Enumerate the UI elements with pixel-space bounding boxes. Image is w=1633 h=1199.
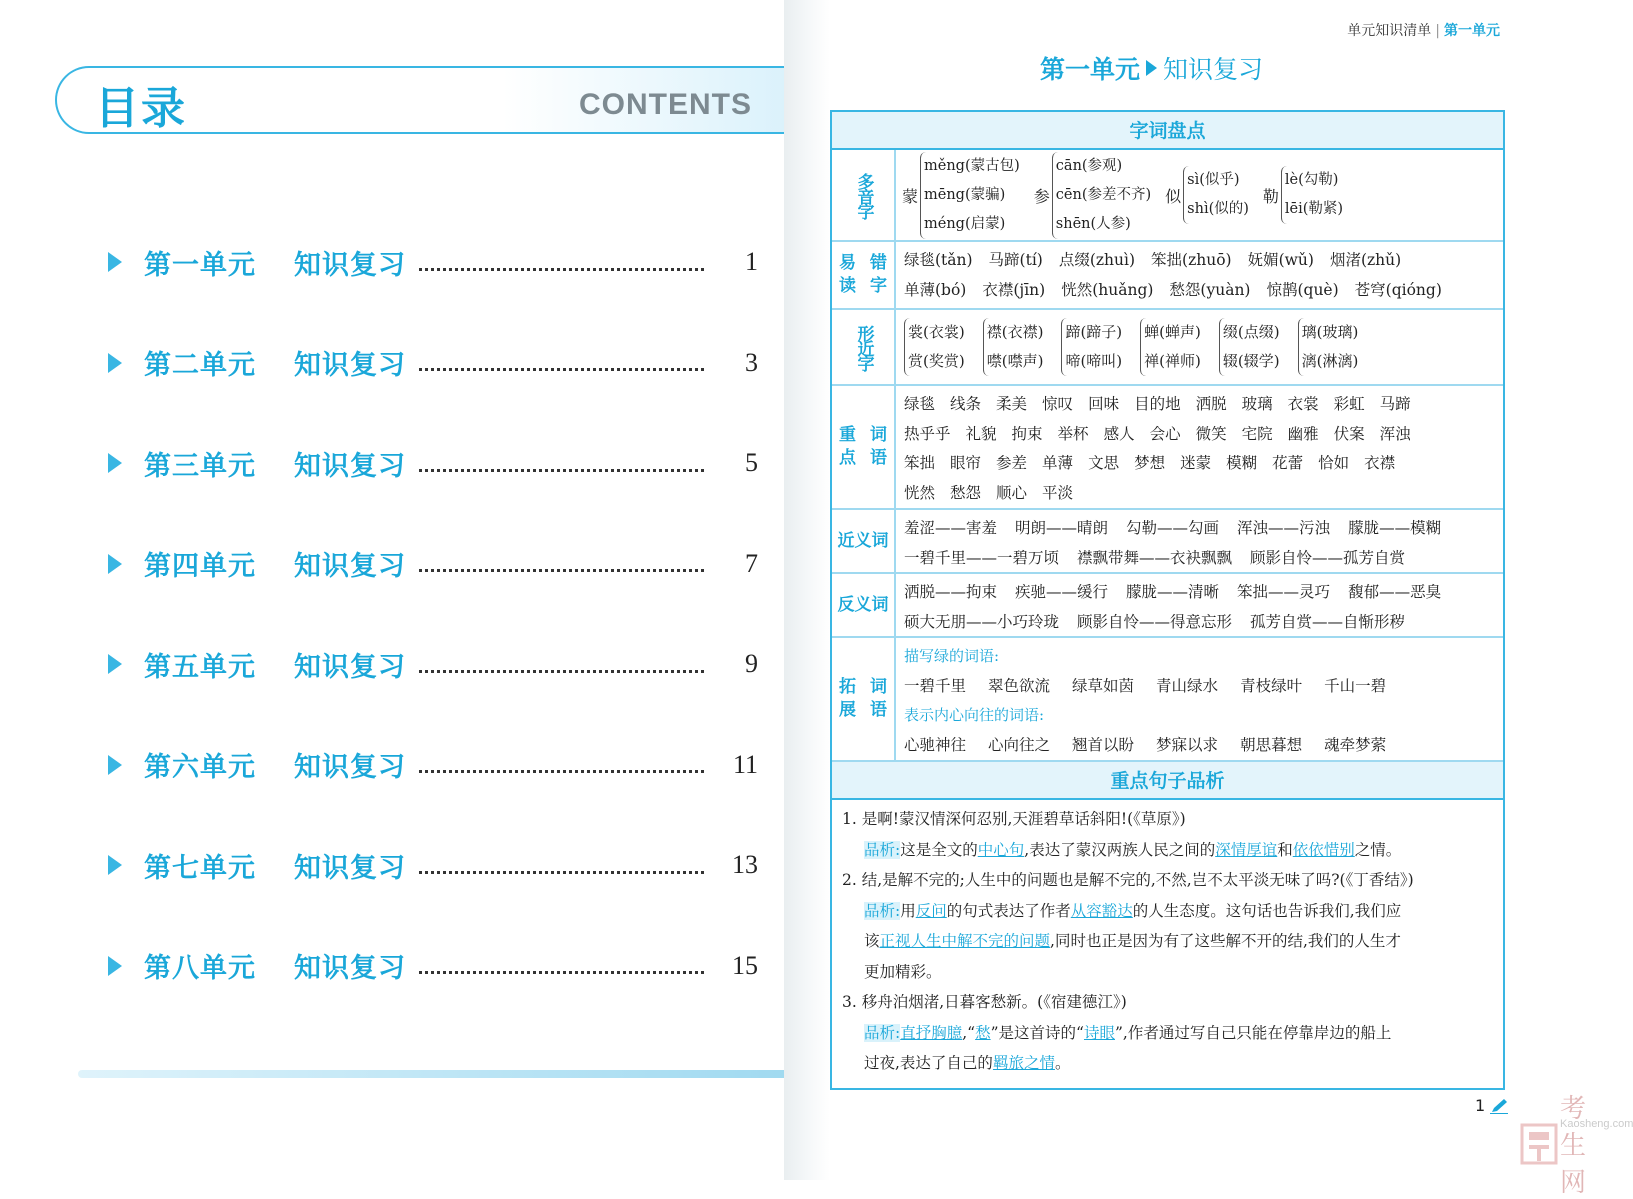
zhongdian-word: 玻璃 <box>1241 395 1273 413</box>
analysis-line <box>842 926 1495 957</box>
keyword: 中心句 <box>977 840 1025 859</box>
word-line <box>904 449 1495 479</box>
word-line <box>904 420 1495 450</box>
row-xingjin <box>832 310 1503 386</box>
yidu-word: 妩媚(wǔ) <box>1247 251 1314 269</box>
jinyi-pair: 朦胧——模糊 <box>1348 519 1442 537</box>
duoyin-readings <box>1183 166 1249 224</box>
duoyin-reading: lēi(勒紧) <box>1284 201 1344 217</box>
duoyin-group <box>1034 152 1151 239</box>
zhongdian-word: 笨拙 <box>904 454 936 472</box>
jinyi-content <box>896 510 1503 572</box>
label-tuozhan <box>832 638 896 760</box>
analysis-text: 的句式表达了作者 <box>946 901 1071 920</box>
zhongdian-word: 热乎乎 <box>904 424 951 443</box>
toc-name: 知识复习 <box>294 953 406 984</box>
zhongdian-word: 迷蒙 <box>1180 454 1212 472</box>
xingjin-word: 蹄(蹄子) <box>1065 323 1123 341</box>
fanyi-content <box>896 574 1503 636</box>
label-fanyi: 反义词 <box>832 574 896 636</box>
duoyin-reading: méng(启蒙) <box>924 215 1006 232</box>
analysis-text: ,“ <box>962 1023 976 1042</box>
watermark-logo-icon <box>1520 1123 1558 1165</box>
toc-title: 目录 <box>95 83 187 134</box>
toc-dot-leader <box>419 770 704 773</box>
triangle-icon <box>108 755 122 775</box>
toc-page <box>0 0 800 1180</box>
toc-name: 知识复习 <box>294 350 406 381</box>
yidu-word: 点缀(zhuì) <box>1058 251 1136 269</box>
yidu-word: 苍穹(qióng) <box>1354 280 1442 299</box>
keyword: 直抒胸臆 <box>900 1023 963 1042</box>
yidu-word: 单薄(bó) <box>904 280 967 299</box>
xingjin-word: 禅(禅师) <box>1144 352 1201 370</box>
zhongdian-word: 恰如 <box>1318 454 1350 472</box>
analysis-line <box>842 1018 1495 1049</box>
zhongdian-word: 宅院 <box>1241 424 1273 443</box>
toc-page-number: 5 <box>745 448 758 477</box>
xingjin-word: 赏(奖赏) <box>908 352 965 370</box>
xingjin-word: 漓(淋漓) <box>1301 352 1359 370</box>
toc-item[interactable] <box>108 343 758 383</box>
zhongdian-word: 参差 <box>996 454 1028 472</box>
zhongdian-word: 惊叹 <box>1042 395 1074 413</box>
yidu-word: 愁怨(yuàn) <box>1169 280 1251 299</box>
toc-dot-leader <box>419 569 704 572</box>
label-xingjin: 形近字 <box>832 310 896 384</box>
toc-page-number: 15 <box>732 950 758 980</box>
zhongdian-word: 目的地 <box>1134 395 1181 413</box>
yidu-word: 笨拙(zhuō) <box>1151 251 1232 269</box>
label-tuozhan-1: 拓展 <box>839 677 856 720</box>
toc-page-number: 9 <box>745 649 758 678</box>
keyword: 羁旅之情 <box>992 1054 1055 1072</box>
duoyin-reading: měng(蒙古包) <box>924 157 1020 174</box>
toc-item[interactable] <box>108 443 758 483</box>
toc-item[interactable] <box>108 644 758 684</box>
zhongdian-word: 梦想 <box>1134 454 1166 472</box>
toc-dot-leader <box>419 368 704 371</box>
yidu-word: 惊鹊(què) <box>1266 280 1339 299</box>
toc-item[interactable] <box>108 745 758 785</box>
jinyi-pair: 顾影自怜——孤芳自赏 <box>1250 548 1406 567</box>
word-line <box>904 276 1495 306</box>
fanyi-pair: 笨拙——灵巧 <box>1237 583 1331 601</box>
xingjin-word: 啼(啼叫) <box>1065 352 1123 370</box>
duoyin-content <box>896 150 1503 240</box>
sentence-text: 移舟泊烟渚,日暮客愁新。(《宿建德江》) <box>861 993 1127 1011</box>
keyword: 诗眼 <box>1083 1023 1115 1042</box>
xingjin-word: 襟(衣襟) <box>986 323 1044 341</box>
duoyin-reading: lè(勾勒) <box>1284 172 1339 188</box>
zhongdian-word: 花蕾 <box>1272 454 1304 472</box>
sentence-number: 3. <box>842 993 862 1011</box>
label-zhongdian-1: 重点 <box>839 425 856 468</box>
yidu-word: 烟渚(zhǔ) <box>1329 251 1402 269</box>
analysis-text: 和 <box>1277 840 1293 859</box>
tuozhan-word: 翘首以盼 <box>1072 735 1135 754</box>
analysis-text: 。 <box>1054 1054 1071 1072</box>
duoyin-char: 参 <box>1033 186 1050 206</box>
word-line <box>904 608 1495 638</box>
duoyin-reading: cēn(参差不齐) <box>1055 186 1152 203</box>
analysis-text: 过夜,表达了自己的 <box>864 1054 993 1072</box>
toc-dot-leader <box>419 971 704 974</box>
analysis-line <box>842 896 1495 927</box>
tuozhan-sub-2: 表示内心向往的词语: <box>904 706 1045 724</box>
zhongdian-word: 幽雅 <box>1287 424 1319 443</box>
zhongdian-word: 衣襟 <box>1364 454 1396 472</box>
xingjin-pair <box>983 318 1044 376</box>
triangle-icon <box>108 956 122 976</box>
running-head: 单元知识清单 | 第一单元 <box>1347 23 1500 39</box>
fanyi-pair: 孤芳自赏——自惭形秽 <box>1250 612 1406 631</box>
page-heading <box>1040 50 1263 86</box>
toc-subtitle: CONTENTS <box>579 88 752 121</box>
label-zhongdian <box>832 386 896 508</box>
zhongdian-word: 恍然 <box>904 483 936 502</box>
fanyi-pair: 朦胧——清晰 <box>1126 583 1220 601</box>
watermark-text: 考生网 <box>1560 1094 1588 1198</box>
sentence-line <box>842 987 1495 1018</box>
duoyin-group <box>1263 166 1343 224</box>
toc-unit: 第三单元 <box>144 450 256 482</box>
tuozhan-word: 魂牵梦萦 <box>1324 735 1387 754</box>
sentence-line <box>842 804 1495 835</box>
page-number: 1 <box>1475 1096 1486 1115</box>
jinyi-pair: 浑浊——污浊 <box>1237 519 1331 537</box>
zhongdian-word: 眼帘 <box>950 454 982 472</box>
zhongdian-word: 举杯 <box>1057 424 1089 443</box>
zhongdian-word: 浑浊 <box>1379 424 1411 443</box>
toc-dot-leader <box>419 670 704 673</box>
duoyin-reading: mēng(蒙骗) <box>924 186 1006 203</box>
tuozhan-word: 千山一碧 <box>1324 676 1387 695</box>
toc-unit: 第四单元 <box>144 551 256 582</box>
tuozhan-content <box>896 638 1503 760</box>
xingjin-pair <box>1061 318 1122 376</box>
analysis-text: ”,作者通过写自己只能在停靠岸边的船上 <box>1115 1023 1392 1042</box>
keyword: 依依惜别 <box>1292 840 1355 859</box>
duoyin-group <box>902 152 1020 239</box>
toc-dot-leader <box>419 469 704 472</box>
fanyi-pair: 疾驰——缓行 <box>1015 583 1109 601</box>
label-jinyi: 近义词 <box>832 510 896 572</box>
zhongdian-word: 彩虹 <box>1333 395 1365 413</box>
toc-page-number: 11 <box>732 749 758 779</box>
toc-name: 知识复习 <box>294 450 406 482</box>
keyword: 深情厚谊 <box>1215 840 1278 859</box>
zhongdian-word: 伏案 <box>1333 424 1365 443</box>
triangle-icon <box>108 453 122 473</box>
watermark <box>1520 1088 1633 1199</box>
row-duoyin <box>832 150 1503 242</box>
yidu-word: 恍然(huǎng) <box>1061 280 1154 299</box>
bottom-decor-bar <box>78 1070 800 1078</box>
triangle-icon <box>108 855 122 875</box>
keyword: 愁 <box>975 1023 991 1042</box>
analysis-label: 品析: <box>864 901 901 920</box>
toc-dot-leader <box>419 268 704 271</box>
zhongdian-word: 愁怨 <box>950 483 982 502</box>
toc-page-number: 1 <box>745 247 758 276</box>
analysis-text: ,同时也正是因为有了这些解不开的结,我们的人生才 <box>1050 932 1401 950</box>
fanyi-pair: 洒脱——拘束 <box>904 583 998 601</box>
analysis-text: 用 <box>900 901 916 920</box>
zhongdian-content <box>896 386 1503 508</box>
keyword: 从容豁达 <box>1070 901 1133 920</box>
sentence-list <box>832 800 1503 1079</box>
zhongdian-word: 顺心 <box>996 483 1028 502</box>
zhongdian-word: 衣裳 <box>1287 395 1319 413</box>
tuozhan-word: 心向往之 <box>988 735 1051 754</box>
xingjin-pair <box>1219 318 1280 376</box>
fanyi-pair: 馥郁——恶臭 <box>1348 583 1442 601</box>
duoyin-char: 蒙 <box>902 186 919 206</box>
jinyi-pair: 勾勒——勾画 <box>1126 519 1220 537</box>
label-duoyin: 多音字 <box>832 150 896 240</box>
zhongdian-word: 马蹄 <box>1379 395 1411 413</box>
tuozhan-words-2 <box>904 731 1495 761</box>
toc-header <box>55 66 800 134</box>
analysis-line <box>842 835 1495 866</box>
duoyin-reading: cān(参观) <box>1055 157 1123 174</box>
toc-item[interactable] <box>108 242 758 282</box>
word-line <box>904 246 1495 276</box>
tuozhan-word: 梦寐以求 <box>1156 735 1219 754</box>
toc-unit: 第一单元 <box>144 249 256 281</box>
toc-page-number: 13 <box>732 850 758 879</box>
duoyin-group <box>1165 166 1249 224</box>
pencil-icon <box>1490 1098 1508 1114</box>
row-yidu <box>832 242 1503 310</box>
zhongdian-word: 柔美 <box>996 395 1028 413</box>
xingjin-word: 噤(噤声) <box>986 352 1044 370</box>
duoyin-char: 似 <box>1165 186 1182 206</box>
knowledge-box <box>830 110 1505 1090</box>
triangle-icon <box>1146 60 1157 76</box>
yidu-word: 衣襟(jīn) <box>982 280 1046 299</box>
section-title-sentences: 重点句子品析 <box>832 762 1503 800</box>
analysis-line <box>842 957 1495 988</box>
xingjin-word: 蝉(蝉声) <box>1144 323 1201 341</box>
word-line <box>904 578 1495 608</box>
yidu-content <box>896 242 1503 308</box>
watermark-url: Kaosheng.com <box>1560 1118 1633 1130</box>
analysis-text: ,表达了蒙汉两族人民之间的 <box>1024 840 1216 859</box>
word-line <box>904 390 1495 420</box>
tuozhan-word: 一碧千里 <box>904 676 967 695</box>
toc-page-number: 7 <box>745 548 758 578</box>
analysis-text: 的人生态度。这句话也告诉我们,我们应 <box>1132 901 1402 920</box>
toc-unit: 第七单元 <box>144 852 256 884</box>
xingjin-pair <box>1298 318 1359 376</box>
toc-name: 知识复习 <box>294 249 406 281</box>
tuozhan-word: 青枝绿叶 <box>1240 676 1303 695</box>
toc-unit: 第八单元 <box>144 953 256 984</box>
row-zhongdian <box>832 386 1503 510</box>
analysis-text: 之情。 <box>1354 840 1402 859</box>
row-fanyi <box>832 574 1503 638</box>
zhongdian-word: 礼貌 <box>965 424 997 443</box>
tuozhan-word: 心驰神往 <box>904 735 967 754</box>
toc-item[interactable] <box>108 845 758 885</box>
xingjin-content <box>896 310 1503 384</box>
triangle-icon <box>108 252 122 272</box>
analysis-text: ”是这首诗的“ <box>990 1023 1084 1042</box>
row-tuozhan <box>832 638 1503 762</box>
toc-unit: 第六单元 <box>144 752 256 783</box>
running-head-title: 单元知识清单 <box>1347 23 1432 39</box>
tuozhan-words-1 <box>904 672 1495 702</box>
toc-unit: 第五单元 <box>144 651 256 683</box>
running-head-unit: 第一单元 <box>1444 23 1500 39</box>
section-title-words: 字词盘点 <box>832 112 1503 150</box>
xingjin-word: 缀(点缀) <box>1222 323 1280 341</box>
word-line <box>904 544 1495 574</box>
zhongdian-word: 会心 <box>1149 424 1181 443</box>
duoyin-readings <box>1281 166 1343 224</box>
zhongdian-word: 感人 <box>1103 424 1135 443</box>
toc-unit: 第二单元 <box>144 350 256 381</box>
yidu-word: 马蹄(tí) <box>988 251 1043 269</box>
toc-name: 知识复习 <box>294 551 406 582</box>
zhongdian-word: 文思 <box>1088 454 1120 472</box>
content-page <box>800 0 1633 1198</box>
sentence-line <box>842 865 1495 896</box>
fanyi-pair: 硕大无朋——小巧玲珑 <box>904 612 1060 631</box>
fanyi-pair: 顾影自怜——得意忘形 <box>1077 612 1233 631</box>
sentence-text: 结,是解不完的;人生中的问题也是解不完的,不然,岂不太平淡无味了吗?(《丁香结》) <box>861 871 1414 889</box>
toc-name: 知识复习 <box>294 752 406 783</box>
word-line <box>904 479 1495 509</box>
triangle-icon <box>108 554 122 574</box>
zhongdian-word: 平淡 <box>1042 483 1074 502</box>
analysis-label: 品析: <box>864 1023 901 1042</box>
xingjin-word: 辍(辍学) <box>1222 352 1280 370</box>
yidu-word: 绿毯(tǎn) <box>904 251 973 269</box>
analysis-label: 品析: <box>864 840 901 859</box>
toc-item[interactable] <box>108 946 758 986</box>
heading-unit: 第一单元 <box>1040 55 1141 84</box>
duoyin-reading: shì(似的) <box>1187 201 1249 217</box>
keyword: 正视人生中解不完的问题 <box>879 932 1051 950</box>
zhongdian-word: 线条 <box>950 395 982 413</box>
sentence-text: 是啊!蒙汉情深何忍别,天涯碧草话斜阳!(《草原》) <box>861 810 1186 828</box>
jinyi-pair: 襟飘带舞——衣袂飘飘 <box>1077 548 1233 567</box>
tuozhan-word: 青山绿水 <box>1156 676 1219 695</box>
label-yidu-1: 易读 <box>839 253 856 296</box>
xingjin-word: 裳(衣裳) <box>908 323 965 341</box>
toc-page-number: 3 <box>745 347 758 377</box>
jinyi-pair: 明朗——晴朗 <box>1015 519 1109 537</box>
zhongdian-word: 微笑 <box>1195 424 1227 443</box>
xingjin-pair <box>904 318 965 376</box>
zhongdian-word: 单薄 <box>1042 454 1074 472</box>
duoyin-reading: sì(似乎) <box>1187 172 1240 188</box>
jinyi-pair: 一碧千里——一碧万顷 <box>904 548 1060 567</box>
triangle-icon <box>108 654 122 674</box>
label-yidu-2: 错字 <box>870 253 887 296</box>
zhongdian-word: 模糊 <box>1226 454 1258 472</box>
analysis-line <box>842 1048 1495 1079</box>
label-zhongdian-2: 词语 <box>870 425 887 468</box>
analysis-text: 这是全文的 <box>900 840 978 859</box>
label-tuozhan-2: 词语 <box>870 677 887 720</box>
toc-name: 知识复习 <box>294 852 406 884</box>
tuozhan-word: 绿草如茵 <box>1072 676 1135 695</box>
tuozhan-sub-1: 描写绿的词语: <box>904 647 1000 665</box>
toc-dot-leader <box>419 871 704 874</box>
label-yidu <box>832 242 896 308</box>
duoyin-reading: shēn(人参) <box>1055 215 1131 232</box>
row-jinyi <box>832 510 1503 574</box>
xingjin-pair <box>1140 318 1201 376</box>
word-line <box>904 514 1495 544</box>
tuozhan-word: 翠色欲流 <box>988 676 1051 695</box>
triangle-icon <box>108 353 122 373</box>
tuozhan-word: 朝思暮想 <box>1240 735 1303 754</box>
analysis-text: 该 <box>864 932 880 950</box>
sentence-number: 2. <box>842 871 862 889</box>
analysis-text: 更加精彩。 <box>864 962 942 981</box>
heading-sub: 知识复习 <box>1163 55 1264 84</box>
toc-item[interactable] <box>108 544 758 584</box>
zhongdian-word: 绿毯 <box>904 395 936 413</box>
zhongdian-word: 洒脱 <box>1195 395 1227 413</box>
zhongdian-word: 回味 <box>1088 395 1120 413</box>
keyword: 反问 <box>915 901 947 920</box>
duoyin-char: 勒 <box>1262 186 1279 206</box>
toc-name: 知识复习 <box>294 651 406 683</box>
jinyi-pair: 羞涩——害羞 <box>904 519 998 537</box>
sentence-number: 1. <box>842 810 862 828</box>
zhongdian-word: 拘束 <box>1011 424 1043 443</box>
duoyin-readings <box>1052 152 1151 239</box>
xingjin-word: 璃(玻璃) <box>1301 323 1359 341</box>
duoyin-readings <box>920 152 1020 239</box>
